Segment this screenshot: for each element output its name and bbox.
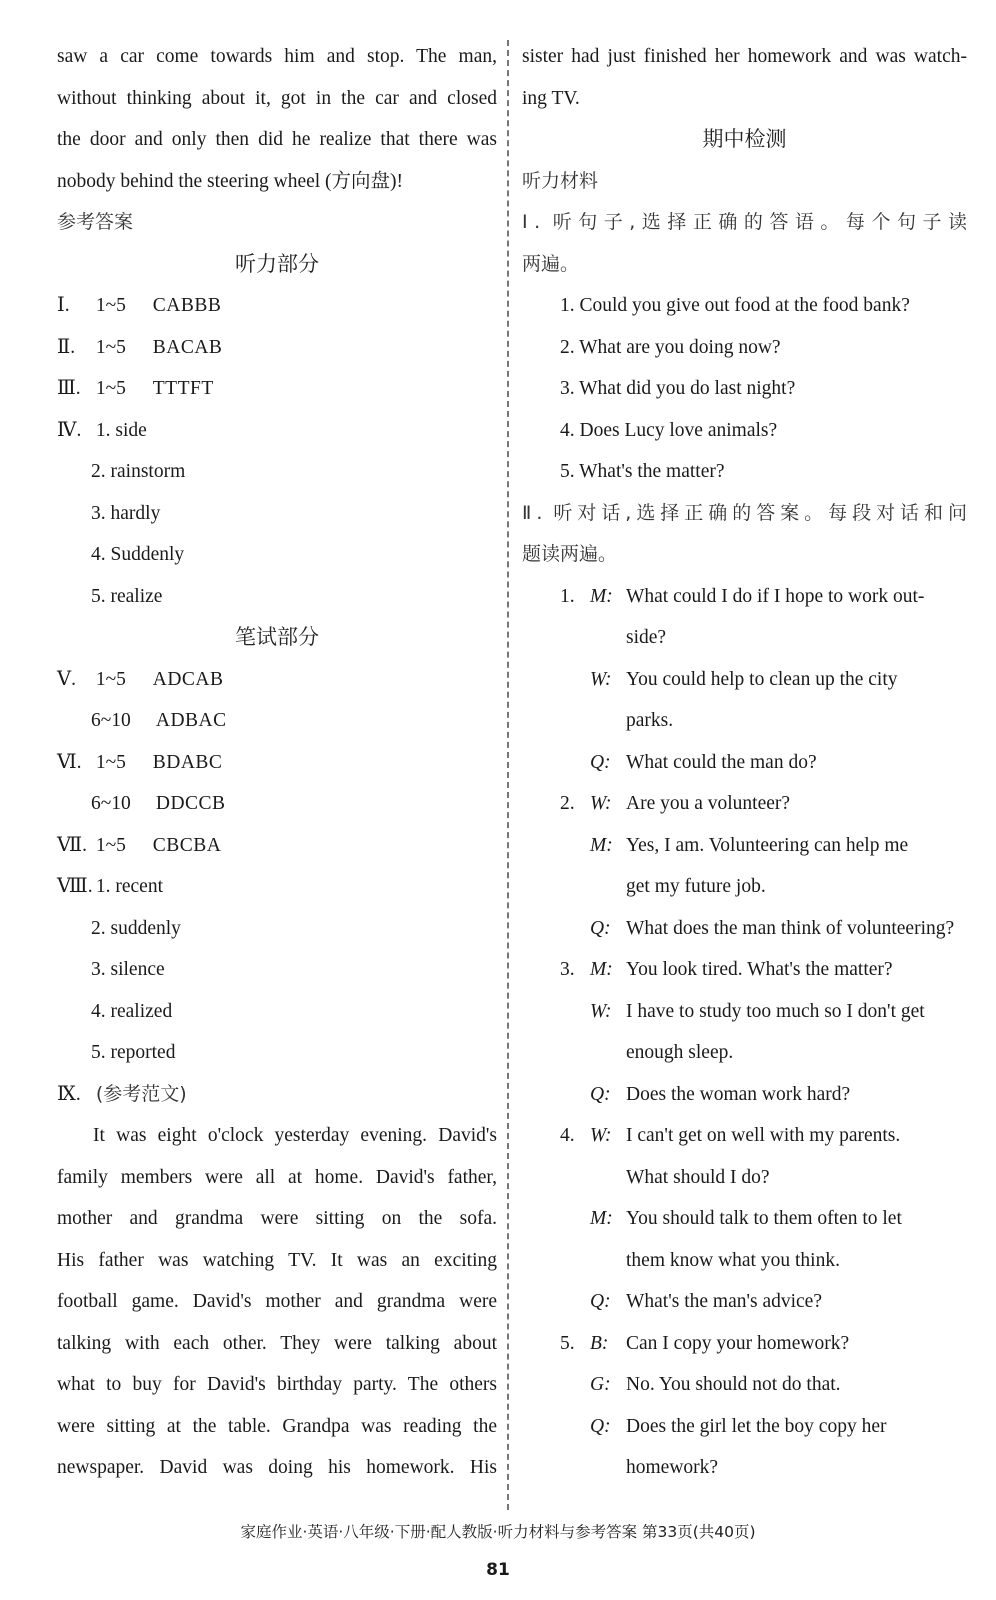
dialogue-text: Yes, I am. Volunteering can help me [626,834,909,856]
range: 6~10 [91,710,131,731]
dialogue-text: What should I do? [626,1166,770,1188]
list-item: 4. realized [91,1000,173,1022]
dialogue-line [522,1115,967,1157]
list-item: 5. realize [91,585,163,607]
essay-line: His father was watching TV. It was an exciting [57,1249,497,1271]
answer: BDABC [152,751,223,773]
speaker-label: W: [590,1000,612,1022]
list-item: 2. suddenly [91,917,181,939]
answer-row-V-2 [57,700,497,742]
intro-line: ing TV. [522,87,580,109]
roman-numeral: Ⅷ. [57,876,93,897]
dialogue-line [522,991,967,1033]
answer: ADCAB [152,668,224,690]
section-title: 期中检测 [702,127,787,151]
dialogue-line [522,742,967,784]
list-item: 3. silence [91,959,165,980]
writing-heading: 笔试部分 [235,625,319,649]
right-column [522,36,967,1489]
dialogue-line [522,1447,967,1489]
list-item: 2. What are you doing now? [560,336,781,358]
speaker-label: M: [590,959,613,980]
dialogue-line [522,659,967,701]
intro-line: sister had just finished her homework and was watch- [522,46,967,67]
dialogue-line [522,1074,967,1116]
essay-line: It was eight o'clock yesterday evening. David's [93,1125,497,1146]
dialogue-number: 3. [560,959,575,980]
answer: ADBAC [155,710,227,731]
roman-numeral: Ⅰ. [57,295,70,316]
list-item: 2. rainstorm [91,461,186,482]
range: 1~5 [95,378,126,399]
part2-instruction: Ⅱ. 听对话,选择正确的答案。每段对话和问 [522,501,967,524]
dialogue-text: What's the man's advice? [626,1291,822,1312]
answer-row-III [57,368,497,410]
dialogue-line [522,825,967,867]
left-column [57,36,497,1489]
list-item: 1. Could you give out food at the food bank? [560,295,910,316]
essay-line: newspaper. David was doing his homework. His [57,1457,497,1478]
dialogue-number: 5. [560,1332,575,1354]
list-item: 4. Does Lucy love animals? [560,419,778,441]
page-number: 81 [486,1560,510,1580]
answer-row-V [57,659,497,701]
dialogue-line [522,700,967,742]
intro-line: saw a car come towards him and stop. The man, [57,46,497,67]
dialogue-text: get my future job. [626,876,766,897]
dialogue-line [522,1406,967,1448]
dialogue-line [522,866,967,908]
answer: TTTFT [152,378,214,399]
sample-essay-label: (参考范文) [95,1082,187,1105]
speaker-label: W: [590,793,612,814]
range: 1~5 [95,295,126,316]
speaker-label: M: [590,1208,613,1229]
essay-line: what to buy for David's birthday party. The others [57,1374,497,1395]
speaker-label: Q: [590,1415,611,1437]
dialogue-number: 1. [560,585,575,607]
roman-numeral: Ⅱ. [57,336,76,358]
dialogue-line [522,1323,967,1365]
answer: CABBB [152,295,222,316]
essay-line: talking with each other. They were talking about [57,1332,497,1354]
dialogue-text: parks. [626,710,674,731]
dialogue-text: Can I copy your homework? [626,1332,850,1354]
intro-line: the door and only then did he realize that there was [57,129,497,150]
speaker-label: W: [590,1125,612,1146]
dialogue-list [522,576,967,1489]
list-item: 4. Suddenly [91,544,185,565]
range: 1~5 [95,834,126,856]
dialogue-line [522,1032,967,1074]
dialogue-text: What could I do if I hope to work out- [626,585,925,607]
speaker-label: M: [590,834,613,856]
dialogue-text: side? [626,627,667,648]
answer-row-VII [57,825,497,867]
dialogue-number: 2. [560,793,575,814]
dialogue-text: I have to study too much so I don't get [626,1000,925,1022]
dialogue-text: I can't get on well with my parents. [626,1125,901,1146]
part1-instruction: Ⅰ. 听句子,选择正确的答语。每个句子读 [522,211,967,233]
roman-numeral: Ⅴ. [57,668,76,690]
column-divider [507,40,509,1510]
essay-line: family members were all at home. David's father, [57,1166,497,1188]
answer-row-IV [57,410,497,452]
dialogue-line [522,949,967,991]
dialogue-line [522,1198,967,1240]
roman-numeral: Ⅲ. [57,378,81,399]
dialogue-line [522,1281,967,1323]
answer: DDCCB [155,793,226,814]
roman-numeral: Ⅶ. [57,834,88,856]
dialogue-text: What does the man think of volunteering? [626,917,955,939]
essay-line: mother and grandma were sitting on the sofa. [57,1208,497,1229]
list-item: 1. recent [95,876,164,897]
answer-row-VIII [57,866,497,908]
dialogue-text: Does the woman work hard? [626,1083,851,1105]
listening-material-label: 听力材料 [522,169,599,192]
part1-instruction: 两遍。 [522,252,580,275]
list-item: 5. What's the matter? [560,461,725,482]
dialogue-line [522,908,967,950]
dialogue-text: You look tired. What's the matter? [626,959,893,980]
answer-row-II [57,327,497,369]
speaker-label: M: [590,585,613,607]
speaker-label: Q: [590,1083,611,1105]
list-item: 1. side [95,419,147,441]
answer-row-VI [57,742,497,784]
dialogue-text: them know what you think. [626,1249,840,1271]
dialogue-line [522,1157,967,1199]
speaker-label: Q: [590,751,611,773]
dialogue-text: You should talk to them often to let [626,1208,902,1229]
speaker-label: G: [590,1374,611,1395]
dialogue-text: Does the girl let the boy copy her [626,1415,887,1437]
essay-line: were sitting at the table. Grandpa was reading the [57,1415,497,1437]
dialogue-text: What could the man do? [626,751,817,773]
dialogue-text: enough sleep. [626,1042,734,1063]
range: 6~10 [91,793,131,814]
speaker-label: Q: [590,917,611,939]
list-item: 3. What did you do last night? [560,378,796,399]
listening-heading: 听力部分 [235,251,319,276]
roman-numeral: Ⅵ. [57,751,82,773]
intro-line: nobody behind the steering wheel (方向盘)! [57,170,404,192]
list-item: 5. reported [91,1042,176,1063]
essay-line: football game. David's mother and grandma were [57,1291,497,1312]
answer-row-I [57,285,497,327]
range: 1~5 [95,668,126,690]
range: 1~5 [95,751,126,773]
intro-line: without thinking about it, got in the car and closed [57,87,497,109]
dialogue-line [522,617,967,659]
range: 1~5 [95,336,126,358]
dialogue-text: No. You should not do that. [626,1374,841,1395]
speaker-label: Q: [590,1291,611,1312]
page-footer: 家庭作业·英语·八年级·下册·配人教版·听力材料与参考答案 第33页(共40页) [240,1523,756,1541]
dialogue-line [522,576,967,618]
answer-row-IX [57,1074,497,1116]
roman-numeral: Ⅳ. [57,419,82,441]
dialogue-text: Are you a volunteer? [626,793,791,814]
speaker-label: W: [590,668,612,690]
list-item: 3. hardly [91,502,161,524]
dialogue-line [522,1240,967,1282]
roman-numeral: Ⅸ. [57,1083,81,1105]
answer-row-VI-2 [57,783,497,825]
answer: CBCBA [152,834,222,856]
dialogue-text: You could help to clean up the city [626,668,898,690]
dialogue-line [522,783,967,825]
dialogue-text: homework? [626,1457,719,1478]
dialogue-line [522,1364,967,1406]
dialogue-number: 4. [560,1125,575,1146]
speaker-label: B: [590,1332,609,1354]
answer: BACAB [152,336,223,358]
reference-answer-label: 参考答案 [57,211,134,233]
part2-instruction: 题读两遍。 [522,543,618,565]
